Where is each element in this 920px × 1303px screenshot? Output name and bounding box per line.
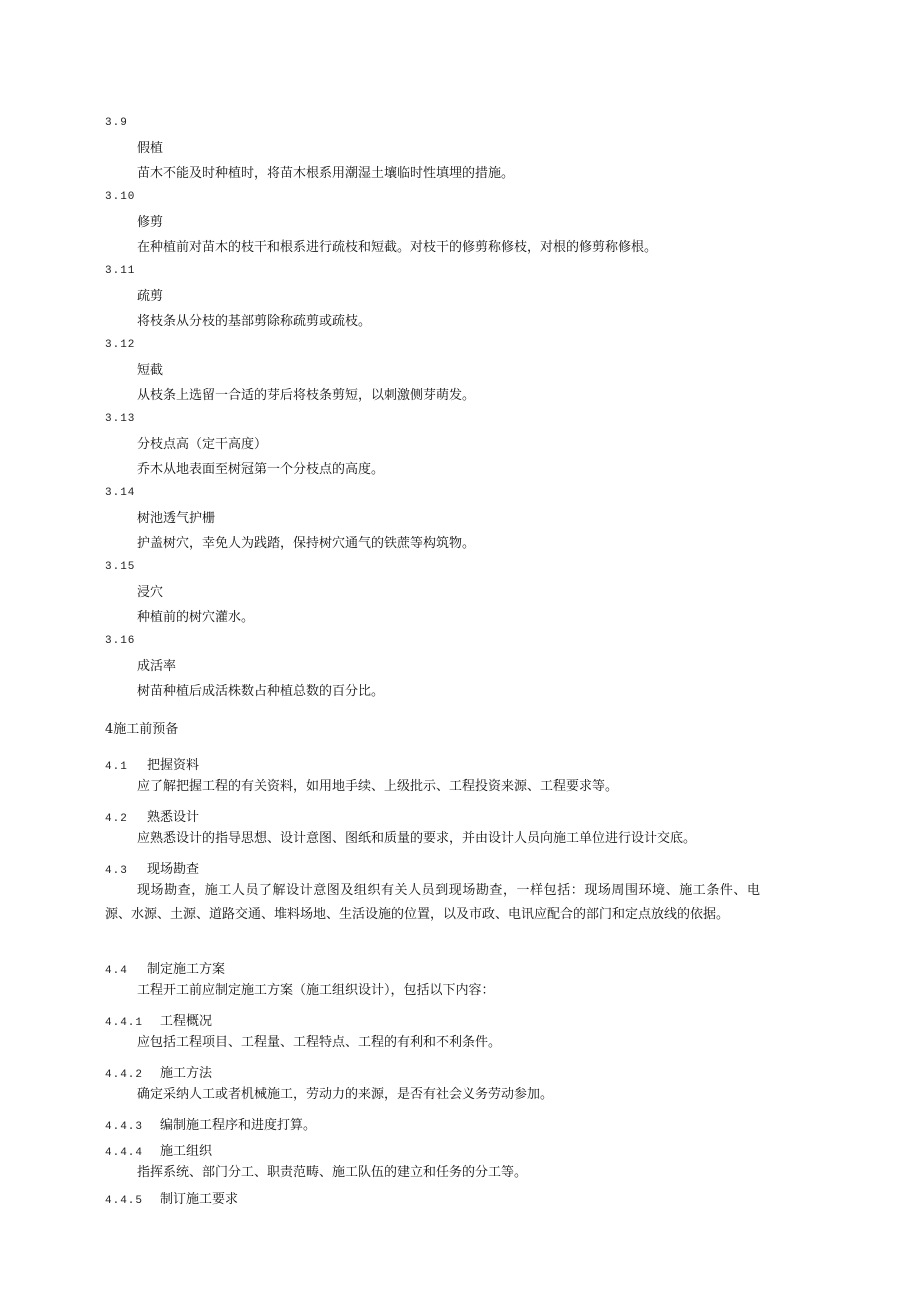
section-paragraph: 工程开工前应制定施工方案（施工组织设计），包括以下内容： (137, 983, 495, 998)
section-number: 4.3 (105, 865, 128, 877)
term-number: 3.15 (105, 561, 136, 573)
term-title: 分枝点高（定干高度） (137, 437, 268, 452)
term-number: 3.16 (105, 635, 136, 647)
subsection-title: 工程概况 (160, 1014, 213, 1029)
section-number: 4.4 (105, 965, 128, 977)
term-definition: 在种植前对苗木的枝干和根系进行疏枝和短截。对枝干的修剪称修枝，对根的修剪称修根。 (137, 240, 658, 255)
section-number: 4.1 (105, 761, 128, 773)
subsection-heading (105, 1062, 212, 1081)
section-heading (105, 754, 199, 773)
term-number: 3.11 (105, 265, 136, 277)
term-definition: 种植前的树穴灌水。 (137, 610, 255, 625)
term-definition: 护盖树穴，幸免人为践踏，保持树穴通气的铁蔗等构筑物。 (137, 536, 476, 551)
term-definition: 将枝条从分枝的基部剪除称疏剪或疏枝。 (137, 314, 372, 329)
subsection-heading (105, 1140, 212, 1159)
term-number: 3.10 (105, 191, 136, 203)
subsection-title: 制订施工要求 (160, 1192, 239, 1207)
subsection-title: 编制施工程序和进度打算。 (160, 1118, 317, 1133)
term-title: 假植 (137, 141, 164, 156)
section-title: 把握资料 (147, 758, 200, 773)
subsection-number: 4.4.4 (105, 1147, 144, 1159)
subsection-heading (105, 1010, 212, 1029)
chapter-heading: 4施工前预备 (105, 722, 179, 737)
subsection-title: 施工组织 (160, 1144, 213, 1159)
term-title: 疏剪 (137, 289, 164, 304)
section-number: 4.2 (105, 813, 128, 825)
section-paragraph: 应熟悉设计的指导思想、设计意图、图纸和质量的要求，并由设计人员向施工单位进行设计交底。 (137, 831, 697, 846)
term-definition: 乔木从地表面至树冠第一个分枝点的高度。 (137, 462, 385, 477)
term-number: 3.13 (105, 413, 136, 425)
subsection-number: 4.4.2 (105, 1069, 144, 1081)
term-number: 3.12 (105, 339, 136, 351)
section-paragraph: 现场勘查，施工人员了解设计意图及组织有关人员到现场勘查，一样包括：现场周围环境、施工条件、电源、水源、土源、道路交通、堆料场地、生活设施的位置，以及市政、电讯应配合的部门和定点放线的依据。 (105, 883, 760, 922)
section-title: 熟悉设计 (147, 810, 200, 825)
term-title: 短截 (137, 363, 164, 378)
term-definition: 树苗种植后成活株数占种植总数的百分比。 (137, 684, 385, 699)
subsection-title: 施工方法 (160, 1066, 213, 1081)
subsection-number: 4.4.3 (105, 1121, 144, 1133)
subsection-paragraph: 应包括工程项目、工程量、工程特点、工程的有利和不利条件。 (137, 1035, 502, 1050)
section-title: 现场勘查 (147, 862, 200, 877)
section-heading (105, 858, 199, 877)
subsection-paragraph: 指挥系统、部门分工、职责范畴、施工队伍的建立和任务的分工等。 (137, 1165, 528, 1180)
term-definition: 从枝条上选留一合适的芽后将枝条剪短，以刺激侧芽萌发。 (137, 388, 476, 403)
term-number: 3.9 (105, 117, 128, 129)
term-title: 树池透气护栅 (137, 511, 216, 526)
term-number: 3.14 (105, 487, 136, 499)
term-title: 修剪 (137, 215, 164, 230)
subsection-heading (105, 1114, 316, 1133)
term-title: 成活率 (137, 659, 177, 674)
subsection-heading (105, 1188, 238, 1207)
subsection-number: 4.4.5 (105, 1195, 144, 1207)
section-heading (105, 806, 199, 825)
term-title: 浸穴 (137, 585, 164, 600)
subsection-paragraph: 确定采纳人工或者机械施工，劳动力的来源，是否有社会义务劳动参加。 (137, 1087, 554, 1102)
term-definition: 苗木不能及时种植时，将苗木根系用潮湿土壤临时性填埋的措施。 (137, 166, 515, 181)
section-heading (105, 958, 225, 977)
section-title: 制定施工方案 (147, 962, 226, 977)
section-paragraph: 应了解把握工程的有关资料，如用地手续、上级批示、工程投资来源、工程要求等。 (137, 779, 619, 794)
subsection-number: 4.4.1 (105, 1017, 144, 1029)
